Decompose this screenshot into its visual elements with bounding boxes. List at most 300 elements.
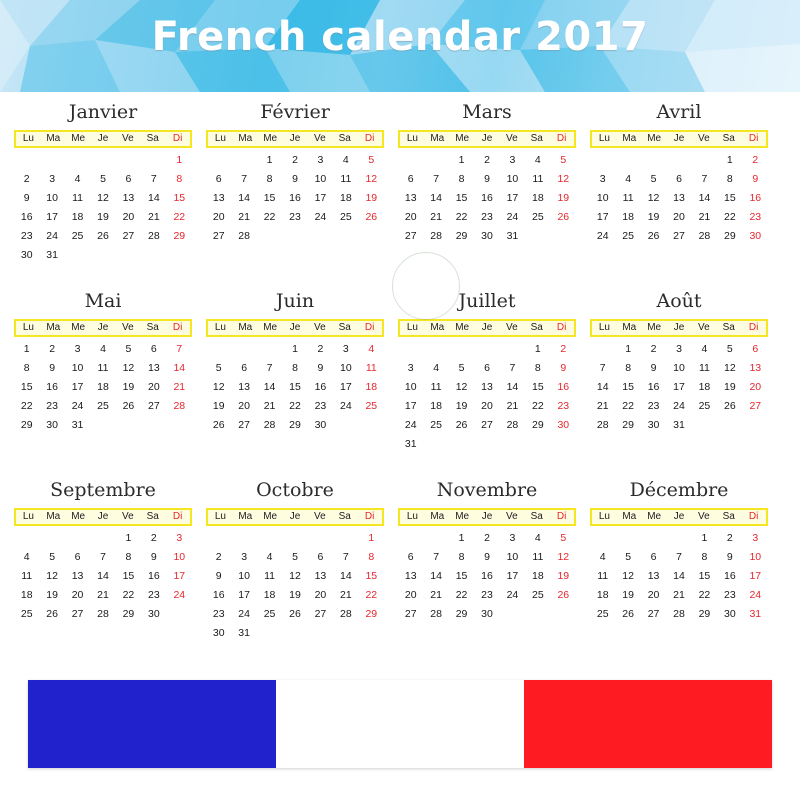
day-cell: 10 [673,362,685,374]
day-cell: 3 [752,532,759,544]
day-cell-empty [308,529,333,548]
day-cell: 29 [20,419,33,431]
weekday-label: Ve [314,511,326,522]
day-cell: 16 [212,589,225,601]
day-cell: 10 [314,173,327,185]
day-cell: 16 [148,570,160,582]
day-cell: 27 [404,230,417,242]
day-cell: 9 [215,570,222,582]
day-cell: 14 [430,570,442,582]
weekday-header [206,130,384,148]
day-cell: 6 [125,173,132,185]
day-cell: 5 [650,173,657,185]
day-cell: 7 [509,362,516,374]
day-cell: 10 [404,381,417,393]
weekday-label: Sa [722,322,735,333]
day-cell-empty [449,340,474,359]
header-banner [0,0,800,92]
day-cell: 3 [599,173,606,185]
day-cell-empty [39,151,64,170]
weekday-label: Je [97,133,109,144]
day-cell-empty [474,340,499,359]
weekday-label: Me [71,322,86,333]
day-cell: 4 [599,551,606,563]
weekday-label: Ve [506,133,518,144]
day-cell: 10 [238,570,250,582]
weekday-label: Ve [314,322,326,333]
day-cell: 1 [23,343,30,355]
day-cell: 30 [557,419,570,431]
day-cell: 22 [20,400,33,412]
day-cell: 20 [212,211,225,223]
day-cell: 20 [673,211,685,223]
day-cell: 12 [289,570,301,582]
day-cell-empty [500,340,525,359]
day-cell: 1 [726,154,733,166]
day-cell: 1 [458,532,465,544]
weekday-label: Me [263,511,278,522]
day-cell: 5 [125,343,132,355]
day-cell: 25 [365,400,378,412]
day-cell: 18 [263,589,276,601]
day-cell: 24 [506,589,519,601]
weekday-header [14,130,192,148]
day-cell: 23 [647,400,660,412]
day-cell: 3 [241,551,248,563]
day-cell: 3 [509,154,516,166]
day-cell: 28 [97,608,109,620]
day-cell: 2 [317,343,324,355]
day-cell-empty [423,340,448,359]
weekday-label: Lu [22,511,34,522]
day-cell: 9 [23,192,30,204]
day-cell: 19 [46,589,58,601]
day-cell: 31 [749,608,762,620]
weekday-label: Lu [406,133,418,144]
month-name: Février [260,101,330,123]
day-grid [206,340,384,435]
weekday-label: Ve [122,133,134,144]
day-cell: 14 [673,570,685,582]
day-cell: 19 [212,400,225,412]
month-name: Juin [275,290,315,312]
day-cell-empty [333,529,358,548]
day-cell: 21 [97,589,109,601]
day-cell: 2 [150,532,157,544]
day-cell-empty [282,529,307,548]
month-name: Décembre [629,479,729,501]
day-cell: 26 [365,211,378,223]
day-grid [206,529,384,643]
day-cell: 2 [484,532,490,544]
day-cell: 2 [560,343,567,355]
day-cell: 17 [506,570,519,582]
day-cell: 24 [46,230,58,242]
day-cell: 28 [238,230,250,242]
day-cell: 16 [557,381,570,393]
day-grid [14,151,192,265]
day-cell: 29 [365,608,378,620]
day-cell-empty [257,529,282,548]
weekday-label: Ve [506,322,518,333]
weekday-label: Ma [622,511,637,522]
month-name: Janvier [68,101,138,123]
day-cell: 7 [150,173,157,185]
day-cell: 4 [368,343,375,355]
weekday-label: Lu [214,322,226,333]
day-cell: 8 [458,173,465,185]
day-cell-empty [398,151,423,170]
day-cell: 7 [701,173,708,185]
day-cell: 8 [125,551,132,563]
day-cell: 15 [173,192,186,204]
weekday-label: Lu [598,322,610,333]
day-cell: 13 [212,192,225,204]
day-cell: 3 [49,173,56,185]
day-cell: 4 [266,551,273,563]
weekday-label: Je [289,511,301,522]
weekday-label: Lu [406,322,418,333]
day-cell: 13 [314,570,327,582]
day-cell: 23 [557,400,570,412]
day-cell: 4 [100,343,106,355]
day-cell: 16 [724,570,736,582]
day-cell: 14 [263,381,276,393]
day-cell: 23 [481,589,493,601]
day-grid [398,529,576,624]
day-cell: 13 [481,381,493,393]
weekday-label: Lu [214,511,226,522]
day-cell: 4 [701,343,708,355]
day-cell-empty [590,340,615,359]
day-cell: 9 [752,173,759,185]
day-cell: 11 [264,570,276,582]
weekday-label: Di [172,511,183,522]
day-cell: 26 [122,400,135,412]
day-cell: 1 [292,343,298,355]
weekday-label: Lu [22,322,34,333]
weekday-label: Sa [338,322,351,333]
day-cell-empty [231,340,256,359]
day-grid [14,529,192,624]
day-cell: 21 [340,589,352,601]
day-cell: 27 [481,419,493,431]
day-cell: 26 [97,230,109,242]
day-cell: 11 [97,362,109,374]
flag-stripe-red [524,680,772,768]
day-cell: 1 [176,154,183,166]
day-cell: 1 [368,532,375,544]
day-cell: 25 [622,230,634,242]
weekday-label: Ma [46,322,61,333]
day-cell: 16 [46,381,58,393]
day-cell: 28 [430,608,442,620]
month-row [0,478,800,643]
day-cell: 12 [122,362,135,374]
day-cell: 26 [724,400,736,412]
day-cell: 2 [752,154,759,166]
day-cell: 21 [673,589,685,601]
weekday-label: Ve [698,511,710,522]
day-cell: 20 [749,381,762,393]
day-cell: 31 [71,419,84,431]
day-cell: 20 [238,400,250,412]
day-cell: 14 [97,570,109,582]
day-cell: 17 [749,570,762,582]
day-cell: 23 [724,589,736,601]
day-cell: 28 [173,400,186,412]
day-cell: 20 [481,400,493,412]
day-cell-empty [90,151,115,170]
day-cell: 10 [173,551,186,563]
month-block [590,289,768,454]
day-cell: 3 [342,343,349,355]
day-cell: 19 [724,381,736,393]
weekday-label: Ve [314,133,326,144]
day-cell: 2 [650,343,657,355]
day-cell: 10 [596,192,609,204]
day-cell: 4 [433,362,440,374]
day-cell: 5 [625,551,632,563]
day-cell: 13 [238,381,250,393]
month-block [398,478,576,643]
day-cell: 8 [266,173,273,185]
day-cell: 15 [122,570,135,582]
flag-stripe-blue [28,680,276,768]
day-cell: 9 [484,173,490,185]
day-cell: 28 [263,419,276,431]
day-cell: 27 [212,230,225,242]
day-cell: 14 [238,192,250,204]
day-cell-empty [206,529,231,548]
weekday-label: Di [172,133,183,144]
day-cell: 5 [292,551,298,563]
day-cell: 19 [557,570,570,582]
day-cell-empty [641,529,666,548]
day-cell: 6 [407,551,414,563]
day-cell-empty [90,529,115,548]
day-cell: 12 [97,192,109,204]
day-cell: 10 [506,551,519,563]
day-cell: 30 [46,419,58,431]
day-cell: 13 [148,362,160,374]
day-cell: 1 [625,343,632,355]
day-cell: 29 [455,608,468,620]
day-cell: 5 [726,343,733,355]
day-cell: 13 [404,192,417,204]
day-cell: 3 [176,532,183,544]
day-cell: 14 [430,192,442,204]
day-cell: 26 [557,589,570,601]
day-cell: 9 [292,173,298,185]
day-cell: 25 [698,400,711,412]
day-cell: 25 [97,400,109,412]
day-cell: 21 [238,211,250,223]
day-cell: 25 [596,608,609,620]
day-cell: 2 [215,551,222,563]
day-cell: 14 [340,570,352,582]
weekday-label: Je [673,133,685,144]
day-cell: 24 [673,400,685,412]
day-cell: 16 [20,211,33,223]
day-cell: 15 [622,381,634,393]
day-cell: 23 [46,400,58,412]
day-cell: 22 [455,589,468,601]
weekday-label: Sa [146,511,159,522]
day-cell: 29 [532,419,544,431]
day-cell-empty [615,151,640,170]
day-cell: 22 [173,211,186,223]
day-cell: 21 [148,211,160,223]
day-cell: 26 [622,608,634,620]
day-cell-empty [398,529,423,548]
day-cell-empty [14,529,39,548]
weekday-label: Me [263,133,278,144]
day-cell: 18 [430,400,442,412]
day-cell: 14 [173,362,186,374]
day-cell: 9 [150,551,157,563]
day-cell: 30 [724,608,736,620]
day-cell: 13 [404,570,417,582]
day-cell: 6 [484,362,490,374]
month-row [0,100,800,265]
weekday-label: Di [364,133,375,144]
day-cell: 10 [506,173,519,185]
weekday-label: Ma [238,511,253,522]
day-cell: 21 [263,400,276,412]
day-cell: 17 [596,211,609,223]
day-cell: 26 [46,608,58,620]
day-grid [590,151,768,246]
day-cell: 10 [340,362,352,374]
day-grid [590,340,768,435]
weekday-label: Di [556,133,567,144]
day-cell: 18 [596,589,609,601]
day-cell: 2 [23,173,30,185]
day-cell: 18 [20,589,33,601]
day-cell: 20 [647,589,660,601]
weekday-label: Je [481,322,493,333]
day-cell-empty [206,340,231,359]
day-cell: 7 [599,362,606,374]
day-cell-empty [39,529,64,548]
day-cell: 11 [430,381,442,393]
day-cell: 5 [560,532,567,544]
day-cell: 16 [289,192,301,204]
day-cell: 11 [365,362,377,374]
day-cell: 7 [342,551,349,563]
weekday-label: Je [673,511,685,522]
day-cell: 10 [46,192,58,204]
day-cell: 12 [212,381,225,393]
day-cell: 4 [342,154,349,166]
weekday-label: Sa [530,133,543,144]
day-cell: 9 [49,362,56,374]
day-cell-empty [666,151,691,170]
day-cell: 28 [148,230,160,242]
day-cell: 29 [173,230,186,242]
day-cell: 7 [433,173,440,185]
day-cell: 3 [676,343,682,355]
day-cell: 5 [560,154,567,166]
day-cell: 21 [430,589,442,601]
day-cell: 23 [289,211,301,223]
day-cell-empty [231,529,256,548]
day-cell: 17 [506,192,519,204]
day-cell: 9 [317,362,324,374]
day-cell: 28 [698,230,711,242]
day-cell: 29 [289,419,301,431]
day-cell: 15 [263,192,276,204]
day-cell: 24 [749,589,762,601]
weekday-label: Me [263,322,278,333]
day-cell: 23 [148,589,160,601]
weekday-label: Sa [722,511,735,522]
day-cell: 18 [365,381,378,393]
month-block [590,478,768,643]
weekday-label: Je [97,511,109,522]
day-grid [398,340,576,454]
day-cell: 24 [173,589,186,601]
month-block [206,289,384,454]
day-cell: 8 [458,551,465,563]
day-cell: 27 [71,608,84,620]
day-cell: 29 [122,608,135,620]
day-cell: 22 [698,589,711,601]
day-cell: 11 [532,173,544,185]
day-cell: 23 [212,608,225,620]
day-cell: 23 [314,400,327,412]
day-cell: 13 [122,192,135,204]
weekday-label: Di [364,511,375,522]
weekday-label: Ma [46,511,61,522]
day-cell: 8 [23,362,30,374]
weekday-label: Me [455,511,470,522]
day-cell: 12 [46,570,58,582]
day-cell: 25 [430,419,442,431]
weekday-label: Lu [22,133,34,144]
day-cell: 9 [560,362,567,374]
day-cell: 28 [506,419,519,431]
day-cell: 27 [122,230,135,242]
weekday-label: Je [673,322,685,333]
day-cell: 15 [724,192,736,204]
day-cell-empty [206,151,231,170]
day-cell: 21 [596,400,609,412]
day-cell: 28 [596,419,609,431]
day-cell: 19 [557,192,570,204]
day-cell: 30 [749,230,762,242]
calendar-grid [0,100,800,667]
day-cell: 6 [650,551,657,563]
weekday-label: Ve [506,511,518,522]
day-cell: 18 [622,211,634,223]
day-cell: 24 [314,211,327,223]
day-cell: 24 [71,400,84,412]
day-cell-empty [65,529,90,548]
day-cell-empty [423,151,448,170]
day-cell: 6 [317,551,324,563]
day-cell: 20 [314,589,327,601]
day-cell: 11 [622,192,634,204]
month-name: Juillet [458,290,516,312]
day-cell: 3 [407,362,414,374]
weekday-header [590,130,768,148]
day-cell: 19 [365,192,378,204]
weekday-header [14,319,192,337]
day-cell: 14 [698,192,711,204]
day-cell-empty [423,529,448,548]
